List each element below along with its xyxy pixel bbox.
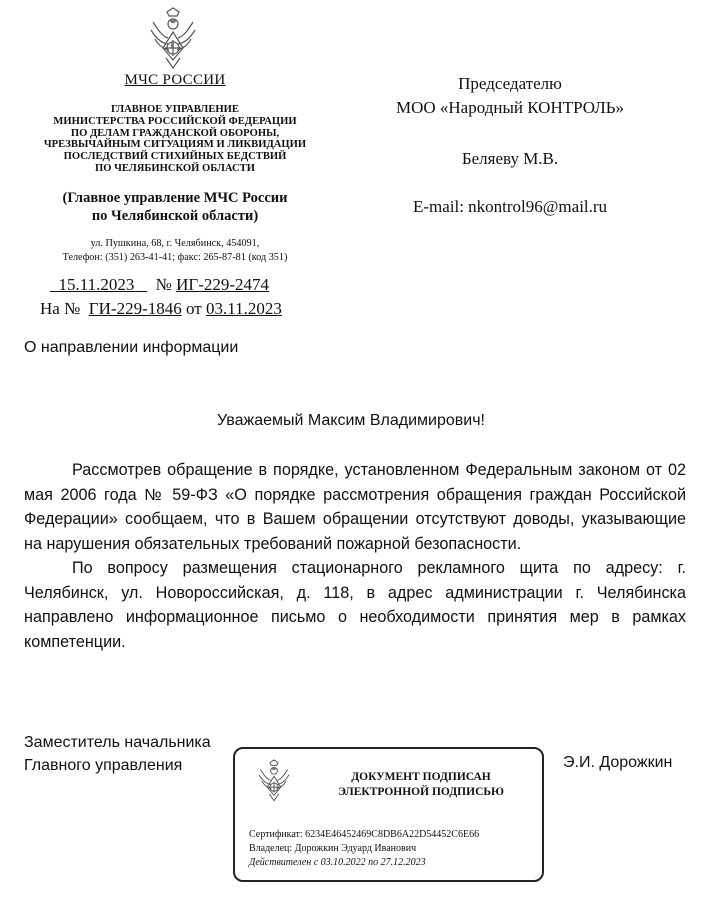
- letter-subject: О направлении информации: [24, 339, 239, 356]
- letter-body: [24, 458, 686, 654]
- recipient-name: Беляеву М.В.: [461, 149, 559, 168]
- stamp-title: ДОКУМЕНТ ПОДПИСАН ЭЛЕКТРОННОЙ ПОДПИСЬЮ: [338, 771, 504, 798]
- stamp-details: [249, 828, 479, 870]
- reference-line: [40, 299, 282, 319]
- outgoing-number: ИГ-229-2474: [176, 275, 270, 294]
- sender-phone: Телефон: (351) 263-41-41; факс: 265-87-81 (код 351): [62, 252, 288, 263]
- sender-contacts: [20, 237, 330, 265]
- signer-position: Заместитель начальника Главного управления: [24, 734, 211, 774]
- stamp-validity: Действителен с 03.10.2022 по 27.12.2023: [249, 857, 426, 868]
- department-short-name: (Главное управление МЧС России по Челябинской области): [62, 190, 288, 224]
- stamp-certificate: Сертификат: 6234E46452469C8DB6A22D54452C6E66: [249, 829, 480, 840]
- stamp-emblem-icon: [257, 757, 291, 805]
- reference-date: 03.11.2023: [205, 299, 282, 318]
- department-name: ГЛАВНОЕ УПРАВЛЕНИЕ МИНИСТЕРСТВА РОССИЙСКОЙ ФЕДЕРАЦИИ ПО ДЕЛАМ ГРАЖДАНСКОЙ ОБОРОНЫ, ЧРЕЗВЫЧАЙНЫМ СИТУАЦИЯМ И ЛИКВИДАЦИИ ПОСЛЕДСТВИЙ СТИХИЙНЫХ БЕДСТВИЙ ПО ЧЕЛЯБИНСКОЙ ОБЛАСТИ: [43, 104, 307, 174]
- reference-label: На №: [40, 299, 81, 318]
- reference-date-label: от: [185, 299, 202, 318]
- stamp-owner: Владелец: Дорожкин Эдуард Иванович: [249, 843, 417, 854]
- agency-name: МЧС РОССИИ: [124, 72, 226, 88]
- salutation: Уважаемый Максим Владимирович!: [217, 412, 485, 429]
- registration-line: [50, 275, 269, 295]
- signer-name: Э.И. Дорожкин: [563, 754, 673, 771]
- reference-number: ГИ-229-1846: [88, 299, 182, 318]
- outgoing-date: 15.11.2023: [58, 275, 135, 294]
- recipient-email: E-mail: nkontrol96@mail.ru: [412, 197, 608, 216]
- sender-address: ул. Пушкина, 68, г. Челябинск, 454091,: [90, 238, 260, 249]
- body-paragraph: Рассмотрев обращение в порядке, установленном Федеральным законом от 02 мая 2006 года № 59-ФЗ «О порядке рассмотрения обращения граждан Российской Федерации» сообщаем, что в Вашем обращении отсутствуют доводы, указывающие на нарушения обязательных требований пожарной безопасности.: [24, 461, 686, 553]
- emchs-emblem-icon: [148, 6, 198, 72]
- number-label: №: [155, 275, 172, 294]
- electronic-signature-stamp: [233, 747, 544, 882]
- recipient-position: Председателю: [458, 74, 562, 93]
- body-paragraph: По вопросу размещения стационарного рекламного щита по адресу: г. Челябинск, ул. Новороссийская, д. 118, в адрес администрации г. Челябинска направлено информационное письмо о необходимости принятия мер в рамках компетенции.: [24, 559, 686, 651]
- recipient-organization: МОО «Народный КОНТРОЛЬ»: [395, 98, 624, 117]
